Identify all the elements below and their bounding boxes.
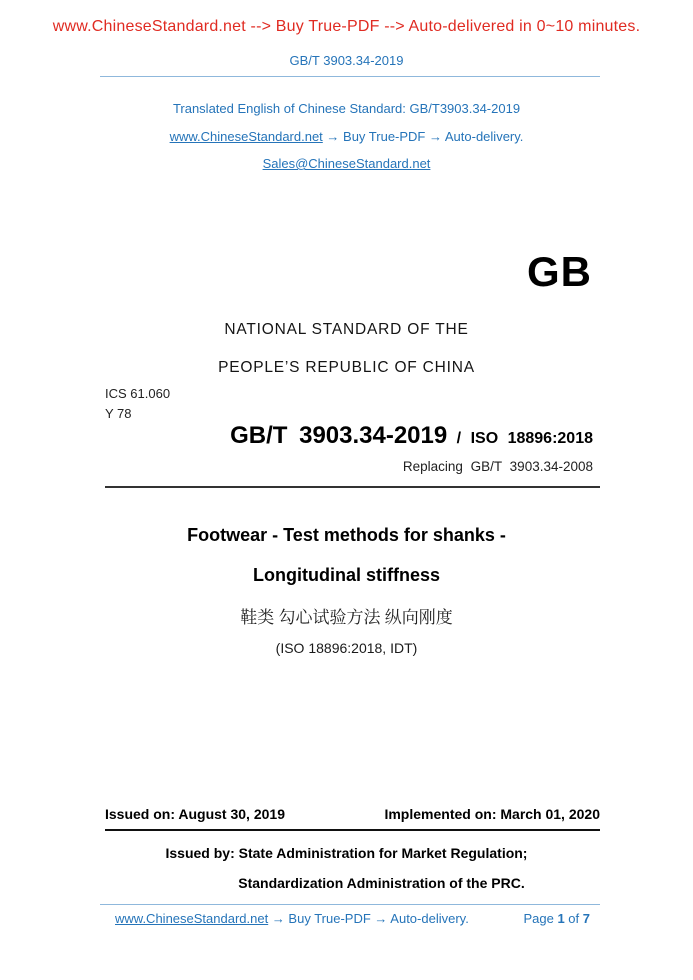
classification-code: Y 78 bbox=[105, 406, 132, 421]
footer-divider bbox=[100, 904, 600, 905]
national-standard-line2: PEOPLE’S REPUBLIC OF CHINA bbox=[218, 359, 475, 376]
header-standard-code: GB/T 3903.34-2019 bbox=[289, 53, 404, 68]
header-divider bbox=[100, 76, 600, 77]
footer-website-link[interactable]: www.ChineseStandard.net bbox=[115, 911, 269, 926]
gb-logo: GB bbox=[527, 248, 592, 295]
page-of-label: of bbox=[568, 911, 580, 926]
footer-link-rest: → Buy True-PDF → Auto-delivery. bbox=[268, 911, 469, 926]
page-current: 1 bbox=[557, 911, 565, 926]
standard-code-iso: / ISO 18896:2018 bbox=[447, 430, 593, 447]
buy-pdf-link-rest: → Buy True-PDF → Auto-delivery. bbox=[322, 129, 524, 144]
translated-standard-label: Translated English of Chinese Standard: GB/T3903.34-2019 bbox=[172, 101, 521, 116]
issuer-divider bbox=[105, 829, 600, 831]
national-standard-line1: NATIONAL STANDARD OF THE bbox=[224, 321, 469, 338]
page-label: Page bbox=[523, 911, 554, 926]
issued-by-line1: Issued by: State Administration for Market Regulation; bbox=[165, 845, 528, 861]
replacing-note: Replacing GB/T 3903.34-2008 bbox=[402, 459, 593, 474]
title-divider bbox=[105, 486, 600, 488]
website-link[interactable]: www.ChineseStandard.net bbox=[169, 129, 323, 144]
doc-title-line1: Footwear - Test methods for shanks - bbox=[187, 525, 506, 545]
issued-by-line2: Standardization Administration of the PRC. bbox=[238, 875, 525, 891]
doc-title-line2: Longitudinal stiffness bbox=[253, 565, 440, 585]
page-total: 7 bbox=[582, 911, 590, 926]
implemented-on-date: Implemented on: March 01, 2020 bbox=[384, 806, 600, 822]
buy-pdf-link-line bbox=[0, 129, 693, 144]
promo-banner-link[interactable]: www.ChineseStandard.net --> Buy True-PDF --> Auto-delivered in 0~10 minutes. bbox=[52, 18, 641, 35]
sales-email-link[interactable]: Sales@ChineseStandard.net bbox=[262, 156, 431, 171]
footer-link-line bbox=[115, 911, 469, 926]
iso-idt-note: (ISO 18896:2018, IDT) bbox=[275, 640, 418, 656]
footer bbox=[115, 911, 590, 926]
issued-on-date: Issued on: August 30, 2019 bbox=[105, 806, 285, 822]
page-indicator bbox=[523, 911, 590, 926]
standard-code-main: GB/T 3903.34-2019 bbox=[230, 422, 448, 449]
dates-row bbox=[105, 806, 600, 822]
ics-code: ICS 61.060 bbox=[105, 386, 171, 401]
standard-code-heading bbox=[100, 422, 593, 450]
doc-title-chinese: 鞋类 勾心试验方法 纵向刚度 bbox=[240, 608, 453, 627]
